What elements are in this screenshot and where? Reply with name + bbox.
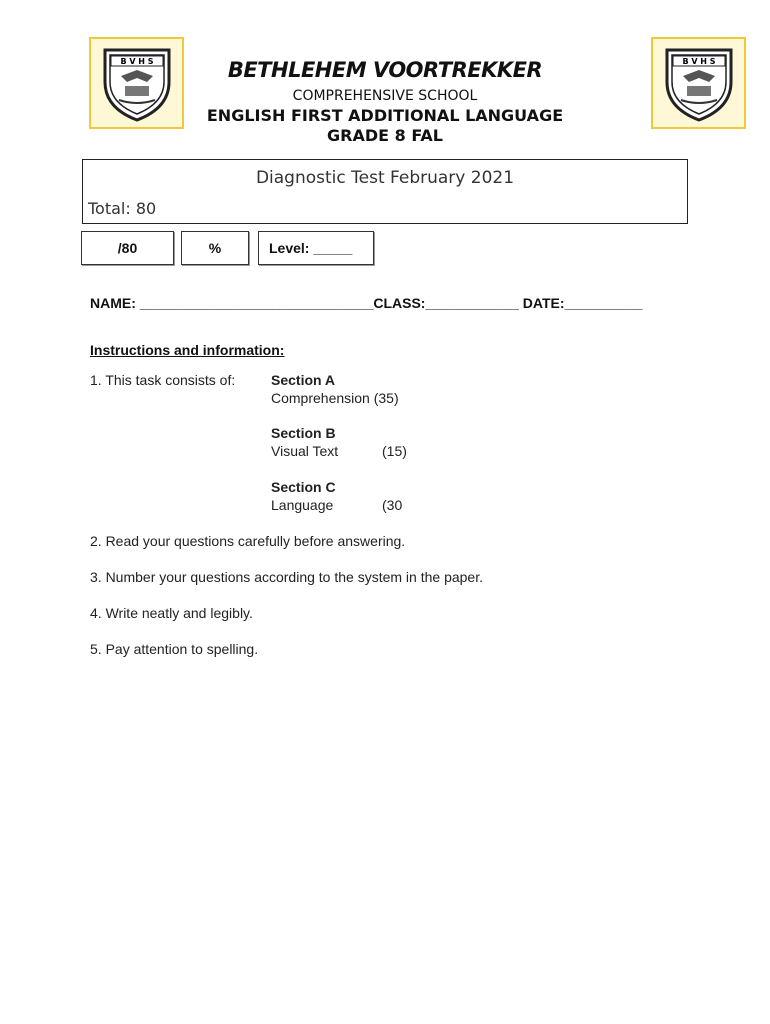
- test-info-box: [82, 159, 688, 224]
- svg-text:B V H S: B V H S: [119, 57, 154, 66]
- instruction-item-4: 4. Write neatly and legibly.: [90, 605, 253, 621]
- instruction-item-5: 5. Pay attention to spelling.: [90, 641, 259, 657]
- section-a-title: Section A: [271, 372, 336, 388]
- svg-text:B V H S: B V H S: [681, 57, 716, 66]
- section-b-marks: (15): [382, 443, 407, 459]
- instructions-heading: Instructions and information:: [90, 342, 285, 358]
- school-subtitle: COMPREHENSIVE SCHOOL: [292, 88, 478, 104]
- section-c-name: Language: [271, 497, 334, 513]
- school-name: BETHLEHEM VOORTREKKER: [227, 58, 543, 82]
- section-b-name: Visual Text: [271, 443, 339, 459]
- score-box: /80: [81, 231, 174, 265]
- instruction-item-1: 1. This task consists of:: [90, 372, 236, 388]
- subject-title: ENGLISH FIRST ADDITIONAL LANGUAGE: [206, 106, 564, 125]
- section-a-name: Comprehension (35): [271, 390, 399, 406]
- test-title: Diagnostic Test February 2021: [255, 168, 515, 188]
- instruction-item-3: 3. Number your questions according to the system in the paper.: [90, 569, 483, 585]
- instruction-item-2: 2. Read your questions carefully before answering.: [90, 533, 406, 549]
- test-total: Total: 80: [88, 199, 157, 218]
- section-c-title: Section C: [271, 479, 336, 495]
- percent-box: %: [181, 231, 249, 265]
- grade-title: GRADE 8 FAL: [327, 126, 443, 145]
- level-box: Level: _____: [258, 231, 374, 265]
- section-c-marks: (30: [382, 497, 403, 513]
- name-class-date-line: NAME: ______________________________CLASS:____________ DATE:__________: [90, 295, 643, 311]
- section-b-title: Section B: [271, 425, 336, 441]
